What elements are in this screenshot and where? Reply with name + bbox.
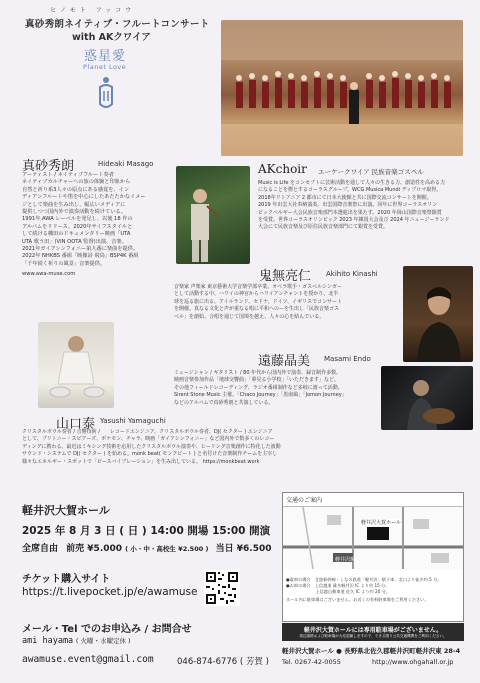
advance-price: 前売 ¥5.000 xyxy=(66,544,123,554)
planet-love-logo-icon xyxy=(91,74,121,114)
footer-venue-address: 軽井沢大賀ホール ● 長野県北佐久郡軽井沢町軽井沢東 28-4 xyxy=(282,647,461,655)
header-kana: ヒノモト フッコウ xyxy=(50,7,136,14)
contact-person xyxy=(22,636,131,646)
footer-tel[interactable]: Tel. 0267-42-0055 xyxy=(282,658,341,666)
yamaguchi-bio: クリスタルボウル奏者 / 音響技術 / レコードエンジニア、クリスタルボウル奏者、DJ( セクター ) エンジニア として、ブリトニー・スピアーズ、ポケモン、チャラ、映画「ガイアシンフォニー」など国内外で数多くのレコー ディングに携わる。最近はミキシング技術を応用したクリスタルボウル演奏や、ヒーリング音楽創作に特化した波動 サウンド・システムで DJ( セクター ) を始める。monk beat( モンクビート ) と名付けた音楽制作チームを主宰し 様々なエネルギー・スポットで「ピースバイブレーション」を生み出している。 https://monkbeat.work xyxy=(22,429,281,465)
map-station-label: 軽井沢駅 xyxy=(335,557,356,563)
kinashi-name-en: Akihito Kinashi xyxy=(326,270,378,278)
masago-url: www.awa-muse.com xyxy=(22,271,76,278)
kinashi-name: 鬼無亮仁 xyxy=(259,269,312,284)
map-drawing xyxy=(283,507,463,569)
contact-heading: メール・Tel でのお申込み / お問合せ xyxy=(22,624,192,635)
ticket-heading: チケット購入サイト xyxy=(22,574,111,585)
student-price: ( 小・中・高校生 ¥2.500 ) xyxy=(125,545,209,553)
door-price: 当日 ¥6.500 xyxy=(215,544,272,554)
masago-name-en: Hideaki Masago xyxy=(98,160,154,168)
yamaguchi-photo xyxy=(38,322,114,408)
parking-notice: 軽井沢大賀ホールには専用駐車場がございません。 周辺道路および駐車場が大変混雑しますので、できる限り公共交通機関をご利用ください。 xyxy=(282,623,464,641)
ticket-link[interactable]: https://t.livepocket.jp/e/awamuse xyxy=(22,586,198,598)
endo-name-en: Masami Endo xyxy=(324,355,371,363)
footer-url[interactable]: http://www.ohgahall.or.jp xyxy=(372,658,454,666)
masago-photo xyxy=(176,166,250,264)
akchoir-bio: Music is Life をコンセプトに芸術活動を通して人々の生きる力、創造性を高める力 になることを標とするコーラスグループ。WCG Musica Mundi ディプロマ取得。 2018年リトアニア 2 都市にて日本大使館と共に国際交流コンサートを開催。 2019 年出雲大社奉納演奏。出雲国際音楽祭に出演。同年に世界コーラスオリン ピックベルギー大会民族音楽部門本選進出を果たす。2020 年岡山国際音楽祭銀賞 を受賞。世界コーラスオリンピック 2023 年韓国大会及び 2024 年ニュージーランド 大会にて民族音楽及び原住民族音楽部門にて銀賞を受賞。 xyxy=(258,180,450,231)
contact-name: ami hayama xyxy=(22,636,74,646)
venue-title: 軽井沢大賀ホール xyxy=(22,504,110,517)
akchoir-kana: エーケークワイア 民族音楽ゴスペル xyxy=(318,168,424,176)
seats-label: 全席自由 xyxy=(22,544,59,554)
endo-photo xyxy=(381,366,473,430)
page-subtitle: with AKクワイア xyxy=(72,32,151,43)
map-notes: ●電車の場合 北陸新幹線・しなの鉄道「軽井沢」駅下車、北口より徒歩約 5 分。 ●お車の場合 上信越道 碓氷軽井沢 IC より約 15 分。 上信越自動車道 佐久 IC より約 20 分。 ホール内に駐車場はございません。お近くの有料駐車場をご利用ください。 xyxy=(286,577,442,602)
qr-code-icon[interactable] xyxy=(204,570,240,606)
page-title: 真砂秀朗ネイティブ・フルートコンサート xyxy=(25,19,210,30)
masago-name: 真砂秀朗 xyxy=(22,159,75,174)
yamaguchi-name: 山口泰 xyxy=(56,417,96,432)
masago-bio: アーティスト / ネイティブフルート奏者 ネイティブカルチャーへの旅の体験と印象から 自然と祈り系3人々の原点にある感覚を、イン ディアンフルートや笛を中心にしたあたたかなイメー ジとして楽曲を生み出し、幅広いメディアに 提供しつつ国内外で演奏活動を続けている。 1991年 AWA レーベルを発足し、以後 18 作の アルバムをリリース。2020年サイフスタイルと して続ける棚田のドキュメンタリー映画「UTA UTA 歌う田」(VIN OOTA 監督)出演、音楽。 2021年ガイアシンフォニー第九番に楽曲を提供。 2022年 NHKBS 番組「映像詩 飛鳥」BSP4K 番組 「千年続く祈りの風景」音楽提供。 www.awa-muse.com xyxy=(22,172,167,279)
logo-title: 惑星愛 xyxy=(84,49,127,64)
choir-photo xyxy=(221,20,463,156)
kinashi-bio: 音楽家 声楽家 東京藝術大学音楽学部卒業。オペラ歌手・ゴスペルシンガー として活動する中、ハワイの神官からハワイアンチャントを授かり、北半 球を巡る旅に出る。アイルランド、セドナ、ドイツ、イギリスでコンサート を開催。真なる文化と声が重なる唱に平和へのーを生出し「民族音楽ゴス ペル」を創始。合唱を通じて国境を越え、人々の心を結んでいる。 xyxy=(174,284,343,320)
contact-tel[interactable]: 046-874-6776 ( 芳賀 ) xyxy=(177,657,269,667)
ticket-prices xyxy=(22,541,272,554)
map-venue-label: 軽井沢大賀ホール xyxy=(361,520,401,526)
event-date: 2025 年 8 月 3 日 ( 日 ) 14:00 開場 15:00 開演 xyxy=(22,525,271,537)
kinashi-photo xyxy=(403,266,473,362)
endo-bio: ミュージシャン / ギタリスト / 80 年代から国内外で演奏、録音制作多数。 映画音楽参加作品「地球交響曲」「夢見る小学校」「いただきます」など。 その他フィールドレコーディング、ラジオ番組制作など多岐に渡って活動。 Sirent Stone Music 主催。「Chaco Journey」「黒南風」「Jomon Journey」 などのアルバムで真砂秀朗と共演している。 xyxy=(174,370,347,406)
akchoir-name: AKchoir xyxy=(258,162,307,176)
map-heading: 交通のご案内 xyxy=(283,493,463,507)
logo-subtitle: Planet Love xyxy=(83,63,127,71)
contact-days: ( 火曜・水曜定休 ) xyxy=(75,637,131,645)
access-map xyxy=(282,492,464,622)
contact-email[interactable]: awamuse.event@gmail.com xyxy=(22,654,154,665)
yamaguchi-name-en: Yasushi Yamaguchi xyxy=(100,417,166,425)
endo-name: 遠藤晶美 xyxy=(258,354,311,369)
